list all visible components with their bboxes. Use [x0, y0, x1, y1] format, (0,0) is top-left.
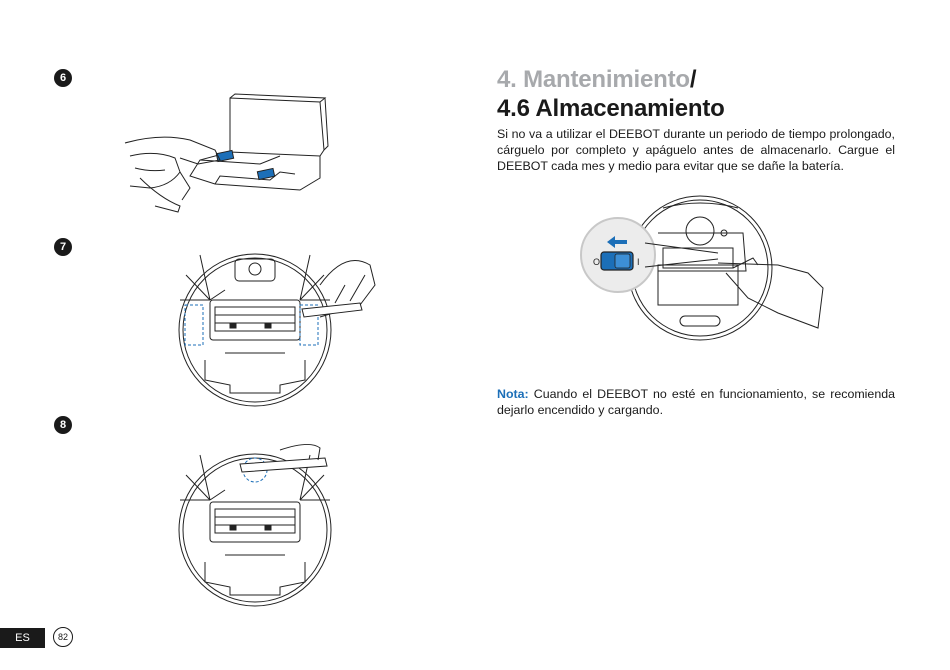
step-6-badge	[54, 69, 72, 87]
section-title: 4. Mantenimiento	[497, 66, 690, 93]
section-heading	[497, 66, 696, 94]
arrow-left-icon	[607, 236, 627, 248]
note-text: Cuando el DEEBOT no esté en funcionamiento, se recomienda dejarlo encendido y cargando.	[497, 387, 895, 417]
step-8-badge	[54, 416, 72, 434]
robot-underside-brush-illustration	[170, 245, 380, 410]
step-number: 6	[59, 72, 67, 84]
dock-cleaning-illustration	[120, 88, 340, 218]
page-number: 82	[53, 627, 73, 647]
subsection-heading: 4.6 Almacenamiento	[497, 95, 725, 122]
step-number: 7	[59, 241, 67, 253]
switch-on-label: I	[637, 257, 640, 267]
switch-off-label: O	[593, 257, 601, 267]
note-paragraph	[497, 386, 895, 418]
storage-instructions: Si no va a utilizar el DEEBOT durante un periodo de tiempo prolongado, cárguelo por completo y apáguelo antes de almacenarlo. Cargue el DEEBOT cada mes y medio para evitar que se dañe la batería.	[497, 127, 895, 173]
step-7-badge	[54, 238, 72, 256]
robot-underside-caster-illustration	[170, 440, 350, 610]
power-switch-icon	[585, 230, 655, 280]
note-label: Nota:	[497, 387, 529, 401]
step-number: 8	[59, 419, 67, 431]
language-tab: ES	[0, 628, 45, 648]
heading-slash: /	[689, 66, 697, 93]
